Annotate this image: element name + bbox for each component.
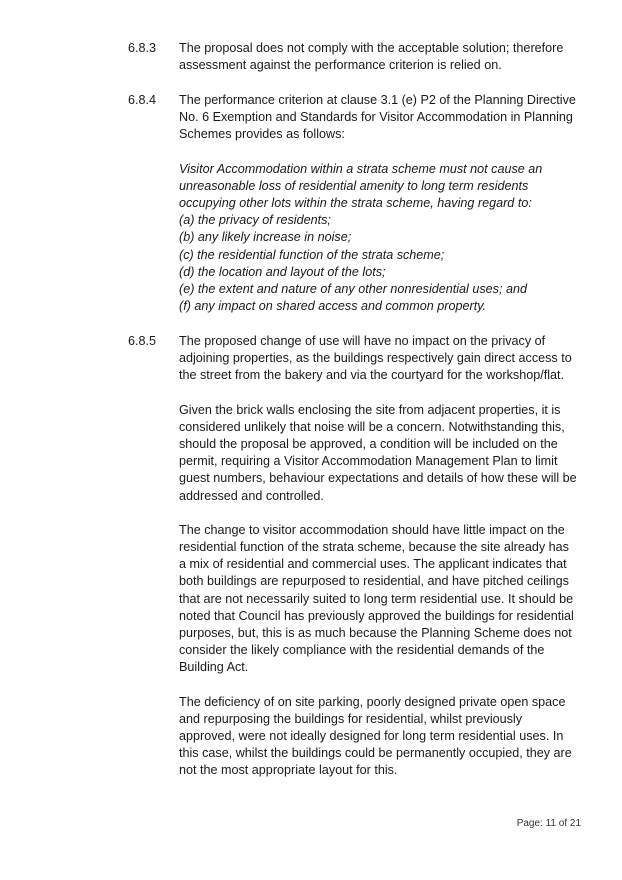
clause-body xyxy=(179,92,579,315)
clause-body xyxy=(179,40,579,74)
quote-item: (a) the privacy of residents; xyxy=(179,213,331,228)
clause-number: 6.8.5 xyxy=(128,334,157,348)
clause-paragraph: The deficiency of on site parking, poorly designed private open space and repurposing the buildings for residential, whilst previously approved, were not ideally designed for long term residential uses. In this case, whilst the buildings could be permanently occupied, they are not the most appropriate layout for this. xyxy=(179,694,572,778)
clause-body xyxy=(179,333,579,780)
clause-paragraph: The performance criterion at clause 3.1 (e) P2 of the Planning Directive No. 6 Exemption and Standards for Visitor Accommodation in Planning Schemes provides as follows: xyxy=(179,93,576,142)
quote-item: (d) the location and layout of the lots; xyxy=(179,264,386,279)
quote-item: (f) any impact on shared access and common property. xyxy=(179,299,487,314)
clause-paragraph: The change to visitor accommodation should have little impact on the residential function of the strata scheme, because the site already has a mix of residential and commercial uses. The applicant indicates that both buildings are repurposed to residential, and have pitched ceilings that are not necessarily suited to long term residential use. It should be noted that Council has previously approved the buildings for residential purposes, but, this is as much because the Planning Scheme does not consider the likely compliance with the residential demands of the Building Act. xyxy=(179,522,574,675)
clause-number: 6.8.4 xyxy=(128,93,157,107)
quoted-criterion xyxy=(179,161,579,316)
clause-paragraph: Given the brick walls enclosing the site from adjacent properties, it is considered unlikely that noise will be a concern. Notwithstanding this, should the proposal be approved, a condition will be included on the permit, requiring a Visitor Accommodation Management Plan to limit guest numbers, behaviour expectations and details of how these will be addressed and controlled. xyxy=(179,402,577,503)
quote-intro: Visitor Accommodation within a strata scheme must not cause an unreasonable loss of residential amenity to long term residents occupying other lots within the strata scheme, having regard to: xyxy=(179,161,543,211)
clause-paragraph: The proposed change of use will have no impact on the privacy of adjoining properties, as the buildings respectively gain direct access to the street from the bakery and via the courtyard for the workshop/flat. xyxy=(179,334,572,383)
quote-item: (c) the residential function of the strata scheme; xyxy=(179,247,445,262)
clause-number: 6.8.3 xyxy=(128,41,157,55)
quote-item: (b) any likely increase in noise; xyxy=(179,230,352,245)
page-number: Page: 11 of 21 xyxy=(516,818,581,829)
clause-paragraph: The proposal does not comply with the acceptable solution; therefore assessment against the performance criterion is relied on. xyxy=(179,41,564,73)
quote-item: (e) the extent and nature of any other nonresidential uses; and xyxy=(179,282,527,297)
